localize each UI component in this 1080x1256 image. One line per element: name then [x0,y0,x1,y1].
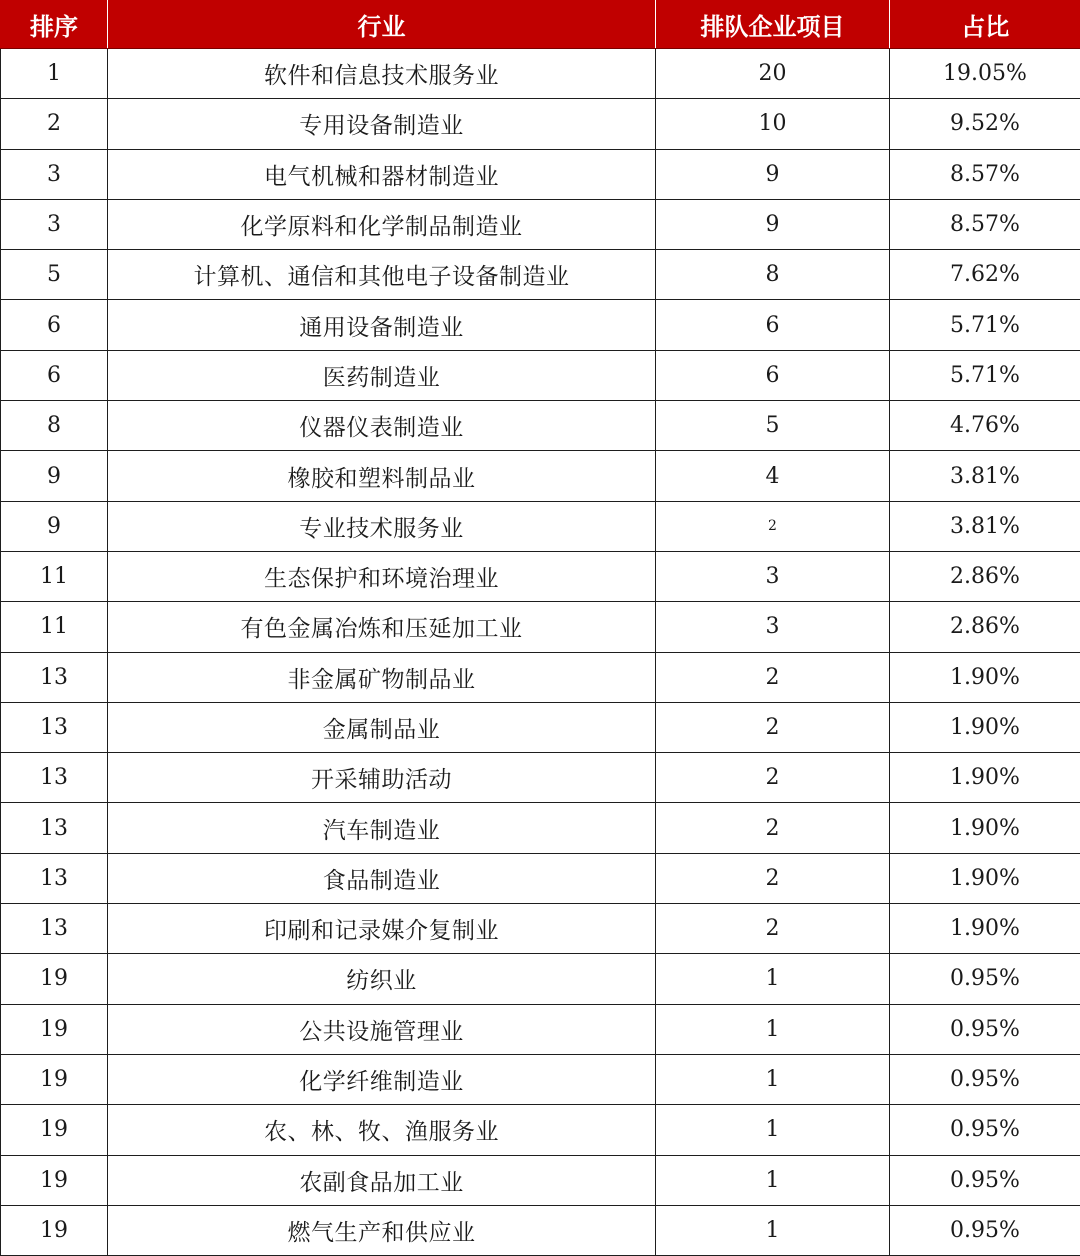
industry-cell: 橡胶和塑料制品业 [108,451,656,501]
table-row [1,652,1080,702]
table-row [1,1054,1080,1104]
share-cell: 0.95% [890,1004,1080,1054]
share-cell: 0.95% [890,1105,1080,1155]
industry-cell: 化学原料和化学制品制造业 [108,199,656,249]
queue-count-cell: 9 [656,149,890,199]
share-cell: 1.90% [890,803,1080,853]
industry-cell: 软件和信息技术服务业 [108,49,656,99]
rank-cell: 8 [1,401,108,451]
queue-count-cell: 1 [656,1105,890,1155]
rank-cell: 11 [1,602,108,652]
table-row [1,149,1080,199]
industry-cell: 通用设备制造业 [108,300,656,350]
rank-cell: 2 [1,99,108,149]
industry-cell: 金属制品业 [108,702,656,752]
queue-count-cell: 2 [656,904,890,954]
table-row [1,954,1080,1004]
industry-cell: 非金属矿物制品业 [108,652,656,702]
share-cell: 9.52% [890,99,1080,149]
share-cell: 1.90% [890,904,1080,954]
rank-cell: 9 [1,451,108,501]
table-row [1,49,1080,99]
table-row [1,250,1080,300]
industry-cell: 汽车制造业 [108,803,656,853]
industry-cell: 印刷和记录媒介复制业 [108,904,656,954]
share-cell: 0.95% [890,1155,1080,1205]
share-cell: 1.90% [890,652,1080,702]
header-queue-count: 排队企业项目 [656,0,890,49]
rank-cell: 13 [1,753,108,803]
rank-cell: 3 [1,149,108,199]
queue-count-cell: 1 [656,954,890,1004]
industry-cell: 农副食品加工业 [108,1155,656,1205]
header-rank: 排序 [1,0,108,49]
header-row [1,0,1080,49]
table-row [1,853,1080,903]
industry-cell: 计算机、通信和其他电子设备制造业 [108,250,656,300]
table-row [1,350,1080,400]
table-row [1,451,1080,501]
table-body [1,49,1080,1256]
rank-cell: 19 [1,1004,108,1054]
queue-count-cell: 2 [656,753,890,803]
rank-cell: 13 [1,702,108,752]
share-cell: 19.05% [890,49,1080,99]
queue-count-cell: 8 [656,250,890,300]
rank-cell: 3 [1,199,108,249]
table-row [1,199,1080,249]
rank-cell: 19 [1,954,108,1004]
rank-cell: 19 [1,1105,108,1155]
industry-cell: 纺织业 [108,954,656,1004]
table-row [1,602,1080,652]
share-cell: 8.57% [890,199,1080,249]
queue-count-cell: 2 [656,853,890,903]
industry-cell: 专业技术服务业 [108,501,656,551]
table-row [1,501,1080,551]
industry-cell: 燃气生产和供应业 [108,1205,656,1255]
table-row [1,1105,1080,1155]
industry-cell: 化学纤维制造业 [108,1054,656,1104]
rank-cell: 19 [1,1205,108,1255]
rank-cell: 5 [1,250,108,300]
header-industry: 行业 [108,0,656,49]
rank-cell: 1 [1,49,108,99]
table-row [1,99,1080,149]
table-row [1,753,1080,803]
queue-count-cell: 6 [656,300,890,350]
share-cell: 5.71% [890,300,1080,350]
rank-cell: 6 [1,300,108,350]
queue-count-cell: 9 [656,199,890,249]
queue-count-cell: 5 [656,401,890,451]
table-row [1,803,1080,853]
industry-cell: 开采辅助活动 [108,753,656,803]
industry-cell: 仪器仪表制造业 [108,401,656,451]
table-row [1,702,1080,752]
rank-cell: 13 [1,904,108,954]
share-cell: 1.90% [890,702,1080,752]
share-cell: 2.86% [890,602,1080,652]
queue-count-cell: 2 [656,501,890,551]
queue-count-cell: 10 [656,99,890,149]
header-share: 占比 [890,0,1080,49]
queue-count-cell: 3 [656,551,890,601]
queue-count-cell: 2 [656,652,890,702]
share-cell: 7.62% [890,250,1080,300]
table-row [1,1004,1080,1054]
share-cell: 8.57% [890,149,1080,199]
share-cell: 3.81% [890,451,1080,501]
table-row [1,1205,1080,1255]
queue-count-cell: 6 [656,350,890,400]
rank-cell: 11 [1,551,108,601]
queue-count-cell: 4 [656,451,890,501]
industry-cell: 有色金属冶炼和压延加工业 [108,602,656,652]
share-cell: 5.71% [890,350,1080,400]
industry-cell: 农、林、牧、渔服务业 [108,1105,656,1155]
industry-cell: 食品制造业 [108,853,656,903]
queue-count-cell: 20 [656,49,890,99]
queue-count-cell: 2 [656,702,890,752]
share-cell: 2.86% [890,551,1080,601]
industry-cell: 专用设备制造业 [108,99,656,149]
table-row [1,401,1080,451]
industry-cell: 电气机械和器材制造业 [108,149,656,199]
rank-cell: 19 [1,1155,108,1205]
queue-count-cell: 3 [656,602,890,652]
share-cell: 0.95% [890,1205,1080,1255]
table-row [1,904,1080,954]
industry-cell: 公共设施管理业 [108,1004,656,1054]
queue-count-cell: 2 [656,803,890,853]
queue-count-cell: 1 [656,1054,890,1104]
rank-cell: 6 [1,350,108,400]
rank-cell: 13 [1,652,108,702]
share-cell: 1.90% [890,853,1080,903]
table-header [1,0,1080,49]
rank-cell: 19 [1,1054,108,1104]
table-row [1,1155,1080,1205]
table-row [1,300,1080,350]
industry-cell: 生态保护和环境治理业 [108,551,656,601]
queue-count-cell: 1 [656,1004,890,1054]
rank-cell: 13 [1,803,108,853]
share-cell: 3.81% [890,501,1080,551]
share-cell: 0.95% [890,954,1080,1004]
rank-cell: 13 [1,853,108,903]
queue-count-cell: 1 [656,1205,890,1255]
rank-cell: 9 [1,501,108,551]
industry-cell: 医药制造业 [108,350,656,400]
queue-count-cell: 1 [656,1155,890,1205]
share-cell: 0.95% [890,1054,1080,1104]
share-cell: 4.76% [890,401,1080,451]
table-row [1,551,1080,601]
share-cell: 1.90% [890,753,1080,803]
